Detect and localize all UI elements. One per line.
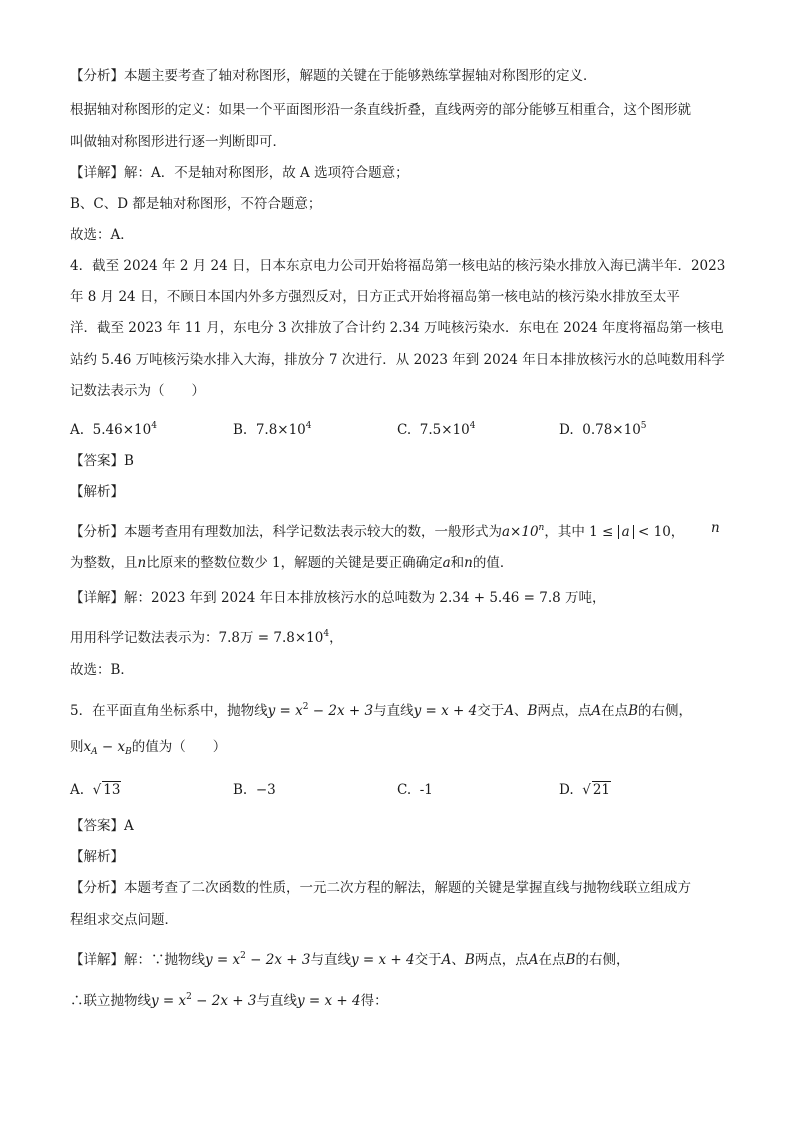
q4-fx-b: ，其中 [544,524,585,540]
ineq-left: 1 ≤ [589,524,614,540]
q4-option-c [397,416,475,440]
q4-option-b-value: 7.8×10 [255,422,306,438]
q4-option-a-exp: 4 [151,421,157,431]
q4-xj2-a: 用用科学记数法表示为： [70,630,219,646]
q5-analysis-line-1: 【分析】本题考查了二次函数的性质，一元二次方程的解法，解题的关键是掌握直线与抛物线联立组成方 [70,880,691,896]
detail-line-2: B、C、D 都是轴对称图形，不符合题意； [70,196,322,212]
parabola-eq: = x [275,703,303,719]
parabola-y-2: y [205,952,213,968]
parabola-sq-3: 2 [186,992,192,1002]
q5-text-2 [70,737,226,762]
q4-analysis-line-2 [70,553,513,573]
q5-xj-b: 与直线 [310,952,351,968]
point-a-4: A [528,952,539,968]
q4-detail-line-2 [70,624,343,648]
q5-option-a [70,780,121,800]
parabola-eq-3: = x [158,993,187,1009]
detail-line-1: 【详解】解：A．不是轴对称图形，故 A 选项符合题意； [70,165,409,181]
q4-text-5: 记数法表示为（ ） [70,383,205,399]
sqrt-sign-2: √ [582,782,591,798]
q5-xj-c: 交于 [414,952,442,968]
q4-text-4: 站约 5.46 万吨核污染水排入大海，排放分 7 次进行．从 2023 年到 2024 年日本排放核污水的总吨数用科学 [70,352,725,368]
q5-option-d-label: D. [559,782,574,798]
xa-sub: A [91,747,98,757]
sqrt-sign: √ [92,782,102,798]
q4-fx-c: ， [670,524,685,540]
q4-xj2-b: 7.8万 = 7.8×10 [218,630,324,646]
q4-option-c-exp: 4 [469,421,476,431]
q5-d: 、 [513,703,528,719]
q5-answer: 【答案】A [70,818,134,834]
sci-form: a×10 [502,524,539,540]
q4-option-d-exp: 5 [640,421,647,431]
point-a-3: A [441,952,452,968]
q4-option-a [70,416,157,440]
point-b-3: B [464,952,475,968]
q4-xj2-exp: 4 [323,629,330,639]
q5-analysis-line-2: 程组求交点问题． [70,912,178,928]
analysis-line-1: 【分析】本题主要考查了轴对称图形，解题的关键在于能够熟练掌握轴对称图形的定义． [70,68,597,84]
q5-detail-line [70,946,629,970]
var-n-3: n [464,555,473,571]
q4-text-3: 洋．截至 2023 年 11 月，东电分 3 次排放了合计约 2.34 万吨核污染水．东电在 2024 年度将福岛第一核电 [70,320,724,336]
q5-xj-e: 两点，点 [474,952,529,968]
q4-text-1: 4．截至 2024 年 2 月 24 日，日本东京电力公司开始将福岛第一核电站的核污染水排放入海已满半年．2023 [70,258,726,274]
choice-line: 故选：A． [70,227,134,243]
q5-e: 两点，点 [537,703,592,719]
q5-c: 交于 [477,703,505,719]
q5-option-c-value: -1 [419,782,433,798]
parabola-sq-2: 2 [240,951,246,961]
sci-exp: n [538,523,545,533]
q5-option-c [397,780,433,800]
line-eq: y = x + 4 [413,703,478,719]
xb: x [117,739,126,755]
q4-option-c-value: 7.5×10 [419,422,470,438]
q4-fx-a: 【分析】本题考查用有理数加法，科学记数法表示较大的数，一般形式为 [70,524,502,540]
line-eq-3: y = x + 4 [296,993,361,1009]
q5-xj-a: 【详解】解：∵抛物线 [70,952,205,968]
q4-text-2: 年 8 月 24 日，不顾日本国内外多方强烈反对，日方正式开始将福岛第一核电站的核污染水排放至太平 [70,289,680,305]
q4-option-a-value: 5.46×10 [92,422,152,438]
q5-option-c-label: C. [397,782,412,798]
point-b: B [527,703,538,719]
q5-2b: 的值为（ ） [131,739,227,755]
q4-option-d [559,416,647,440]
q5-2a: 则 [70,739,84,755]
q4-option-d-label: D. [559,422,574,438]
q4-fx2-a: 为整数，且 [70,555,138,571]
ineq-abs-a: a [618,525,634,539]
q5-analysis-heading: 【解析】 [70,849,124,865]
q4-option-b-exp: 4 [305,421,312,431]
q4-answer: 【答案】B [70,453,134,469]
parabola-y-3: y [151,993,159,1009]
q5-l-b: 与直线 [256,993,297,1009]
q4-choice: 故选：B． [70,662,134,678]
q5-option-b [233,780,276,800]
analysis-line-3: 叫做轴对称图形进行逐一判断即可． [70,134,286,150]
q5-b: 与直线 [373,703,414,719]
q4-detail-line-1: 【详解】解：2023 年到 2024 年日本排放核污水的总吨数为 2.34 + 5.46 = 7.8 万吨， [70,590,606,606]
ineq-right: < 10 [638,524,671,540]
q5-l-c: 得： [360,993,388,1009]
q5-f: 在点 [601,703,629,719]
q5-a: 5．在平面直角坐标系中，抛物线 [70,703,268,719]
var-n: n [711,520,720,536]
q5-l-a: ∴联立抛物线 [70,993,151,1009]
q4-option-c-label: C. [397,422,412,438]
q4-option-b-label: B. [233,422,248,438]
minus: − [97,739,118,755]
var-a: a [442,555,451,571]
parabola-eq-2: = x [212,952,241,968]
q5-combine-line [70,987,388,1011]
q4-analysis-heading: 【解析】 [70,484,124,500]
q4-analysis-line-1 [70,518,720,542]
q4-xj2-c: ， [329,630,343,646]
q5-option-a-value: 13 [103,782,121,798]
q4-fx2-c: 和 [450,555,465,571]
line-eq-2: y = x + 4 [350,952,415,968]
q5-option-a-label: A. [70,782,85,798]
q4-option-d-value: 0.78×10 [582,422,641,438]
q5-g: 的右侧， [638,703,693,719]
q5-option-d-value: 21 [592,782,611,798]
q5-option-b-label: B. [233,782,248,798]
q5-xj-f: 在点 [538,952,566,968]
analysis-line-2: 根据轴对称图形的定义：如果一个平面图形沿一条直线折叠，直线两旁的部分能够互相重合，这个图形就 [70,102,691,118]
parabola-rest-2: − 2x + 3 [245,952,311,968]
q4-option-b [233,416,312,440]
point-a: A [504,703,514,719]
parabola-y: y [267,703,276,719]
q4-fx2-d: 的值． [472,555,514,571]
q5-text-1 [70,697,692,721]
q5-option-b-value: −3 [255,782,276,798]
point-b-2: B [628,703,639,719]
q5-xj-d: 、 [451,952,465,968]
q4-option-a-label: A. [70,422,85,438]
parabola-rest-3: − 2x + 3 [191,993,257,1009]
parabola-rest: − 2x + 3 [308,703,374,719]
q5-option-d [559,780,611,800]
parabola-sq: 2 [302,702,309,712]
q4-fx2-b: 比原来的整数位数少 1，解题的关键是要正确确定 [146,555,443,571]
point-b-4: B [565,952,576,968]
q5-xj-g: 的右侧， [575,952,630,968]
point-a-2: A [591,703,602,719]
xb-sub: B [125,747,132,757]
xa: x [83,739,92,755]
var-n-2: n [137,555,147,571]
